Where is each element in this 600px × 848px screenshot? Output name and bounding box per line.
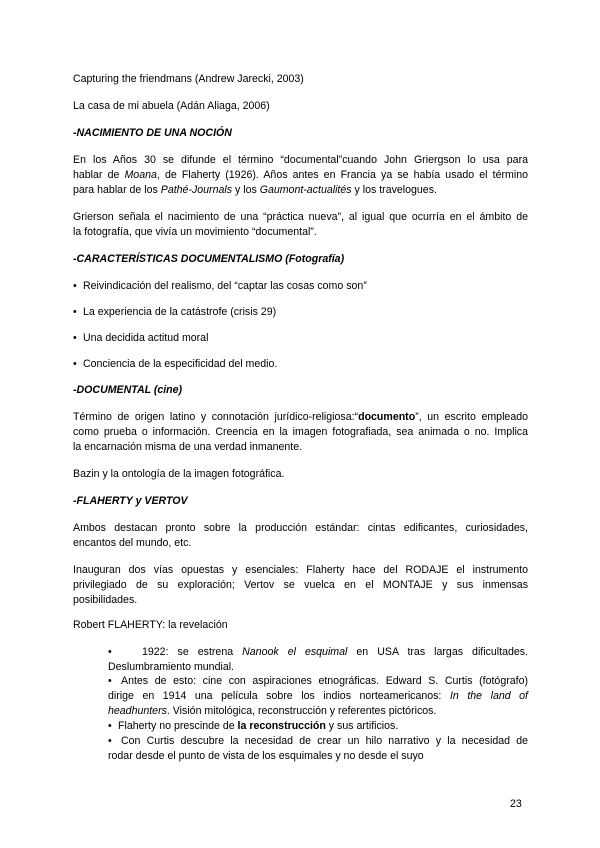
sub-list-item (108, 645, 528, 660)
sub-list-item (108, 719, 528, 734)
bullet-icon: • (73, 306, 77, 318)
paragraph-line (73, 410, 528, 425)
bullet-icon: • (108, 735, 112, 747)
text-run: . Visión mitológica, reconstrucción y referentes pictóricos. (166, 705, 437, 717)
page-number: 23 (510, 798, 522, 810)
paragraph-line: Ambos destacan pronto sobre la producción estándar: cintas edificantes, curiosidades, (73, 522, 528, 534)
text-run: y los travelogues. (351, 184, 437, 196)
film-title: Nanook el esquimal (242, 646, 348, 658)
text-run: para hablar de los (73, 184, 161, 196)
section-heading: -CARACTERÍSTICAS DOCUMENTALISMO (Fotografía) (73, 253, 345, 265)
text-run: Con Curtis descubre la necesidad de crear un hilo narrativo y la necesidad de (121, 735, 528, 747)
sub-list-item (108, 674, 528, 689)
text-run: y sus artificios. (325, 720, 399, 732)
paragraph-line: la encarnación misma de una verdad inmanente. (73, 441, 303, 453)
film-title: headhunters (108, 705, 167, 717)
section-heading: -FLAHERTY y VERTOV (73, 495, 188, 507)
section-heading: -NACIMIENTO DE UNA NOCIÓN (73, 127, 232, 139)
text-run: ”, un escrito empleado (415, 411, 528, 423)
paragraph-line: Inauguran dos vías opuestas y esenciales: Flaherty hace del RODAJE el instrumento (73, 564, 528, 576)
paragraph-line: encantos del mundo, etc. (73, 537, 192, 549)
paragraph-line: Grierson señala el nacimiento de una “práctica nueva”, al igual que ocurría en el ámbito de (73, 211, 528, 223)
text-run: Término de origen latino y connotación jurídico-religiosa:“ (73, 411, 359, 423)
bullet-icon: • (108, 646, 112, 658)
bullet-icon: • (108, 675, 112, 687)
text-run: y los (232, 184, 260, 196)
paragraph-line: privilegiado de su exploración; Vertov se vuelca en el MONTAJE y sus inmensas (73, 579, 528, 591)
bullet-icon: • (73, 332, 77, 344)
paragraph-line: la fotografía, que vivía un movimiento “documental”. (73, 226, 317, 238)
text-run: 1922: se estrena (142, 646, 243, 658)
film-line: Capturing the friendmans (Andrew Jarecki, 2003) (73, 73, 304, 85)
section-heading: -DOCUMENTAL (cine) (73, 384, 183, 396)
bullet-icon: • (73, 358, 77, 370)
paragraph-line (73, 183, 528, 198)
paragraph-line: En los Años 30 se difunde el término “documental”cuando John Griergson lo usa para (73, 154, 528, 166)
film-title: Moana (124, 169, 157, 181)
text-run: Antes de esto: cine con aspiraciones etnográficas. Edward S. Curtis (fotógrafo) (121, 675, 528, 687)
newsreel-title: Pathé-Journals (160, 184, 233, 196)
paragraph-line: Robert FLAHERTY: la revelación (73, 619, 228, 631)
list-item-text: Conciencia de la especificidad del medio. (83, 358, 278, 370)
sub-list-line: Deslumbramiento mundial. (108, 661, 235, 673)
paragraph-line: posibilidades. (73, 594, 138, 606)
list-item-text: Reivindicación del realismo, del “captar las cosas como son” (83, 280, 367, 292)
list-item (73, 279, 528, 294)
paragraph-line (73, 168, 528, 183)
paragraph-line: como prueba o información. Creencia en la imagen fotografiada, sea animada o no. Implica (73, 426, 528, 438)
list-item (73, 305, 528, 320)
bullet-icon: • (108, 720, 112, 732)
sub-list-item (108, 734, 528, 749)
sub-list-line (108, 704, 528, 719)
film-title: In the land of (449, 690, 528, 702)
paragraph-line: Bazin y la ontología de la imagen fotográfica. (73, 468, 285, 480)
list-item (73, 357, 528, 372)
sub-list-line (108, 689, 528, 704)
bold-term: documento (358, 411, 416, 423)
list-item-text: La experiencia de la catástrofe (crisis 29) (83, 306, 277, 318)
sub-list-line: rodar desde el punto de vista de los esquimales y no desde el suyo (108, 750, 424, 762)
text-run: hablar de (73, 169, 125, 181)
newsreel-title: Gaumont-actualités (259, 184, 352, 196)
text-run: , de Flaherty (1926). Años antes en Francia ya se había usado el término (156, 169, 528, 181)
list-item (73, 331, 528, 346)
bullet-icon: • (73, 280, 77, 292)
text-run: Flaherty no prescinde de (118, 720, 238, 732)
text-run: dirige en 1914 una película sobre los indios norteamericanos: (108, 690, 450, 702)
bold-term: la reconstrucción (237, 720, 326, 732)
text-run: en USA tras largas dificultades. (347, 646, 528, 658)
list-item-text: Una decidida actitud moral (83, 332, 209, 344)
film-line: La casa de mi abuela (Adán Aliaga, 2006) (73, 100, 270, 112)
